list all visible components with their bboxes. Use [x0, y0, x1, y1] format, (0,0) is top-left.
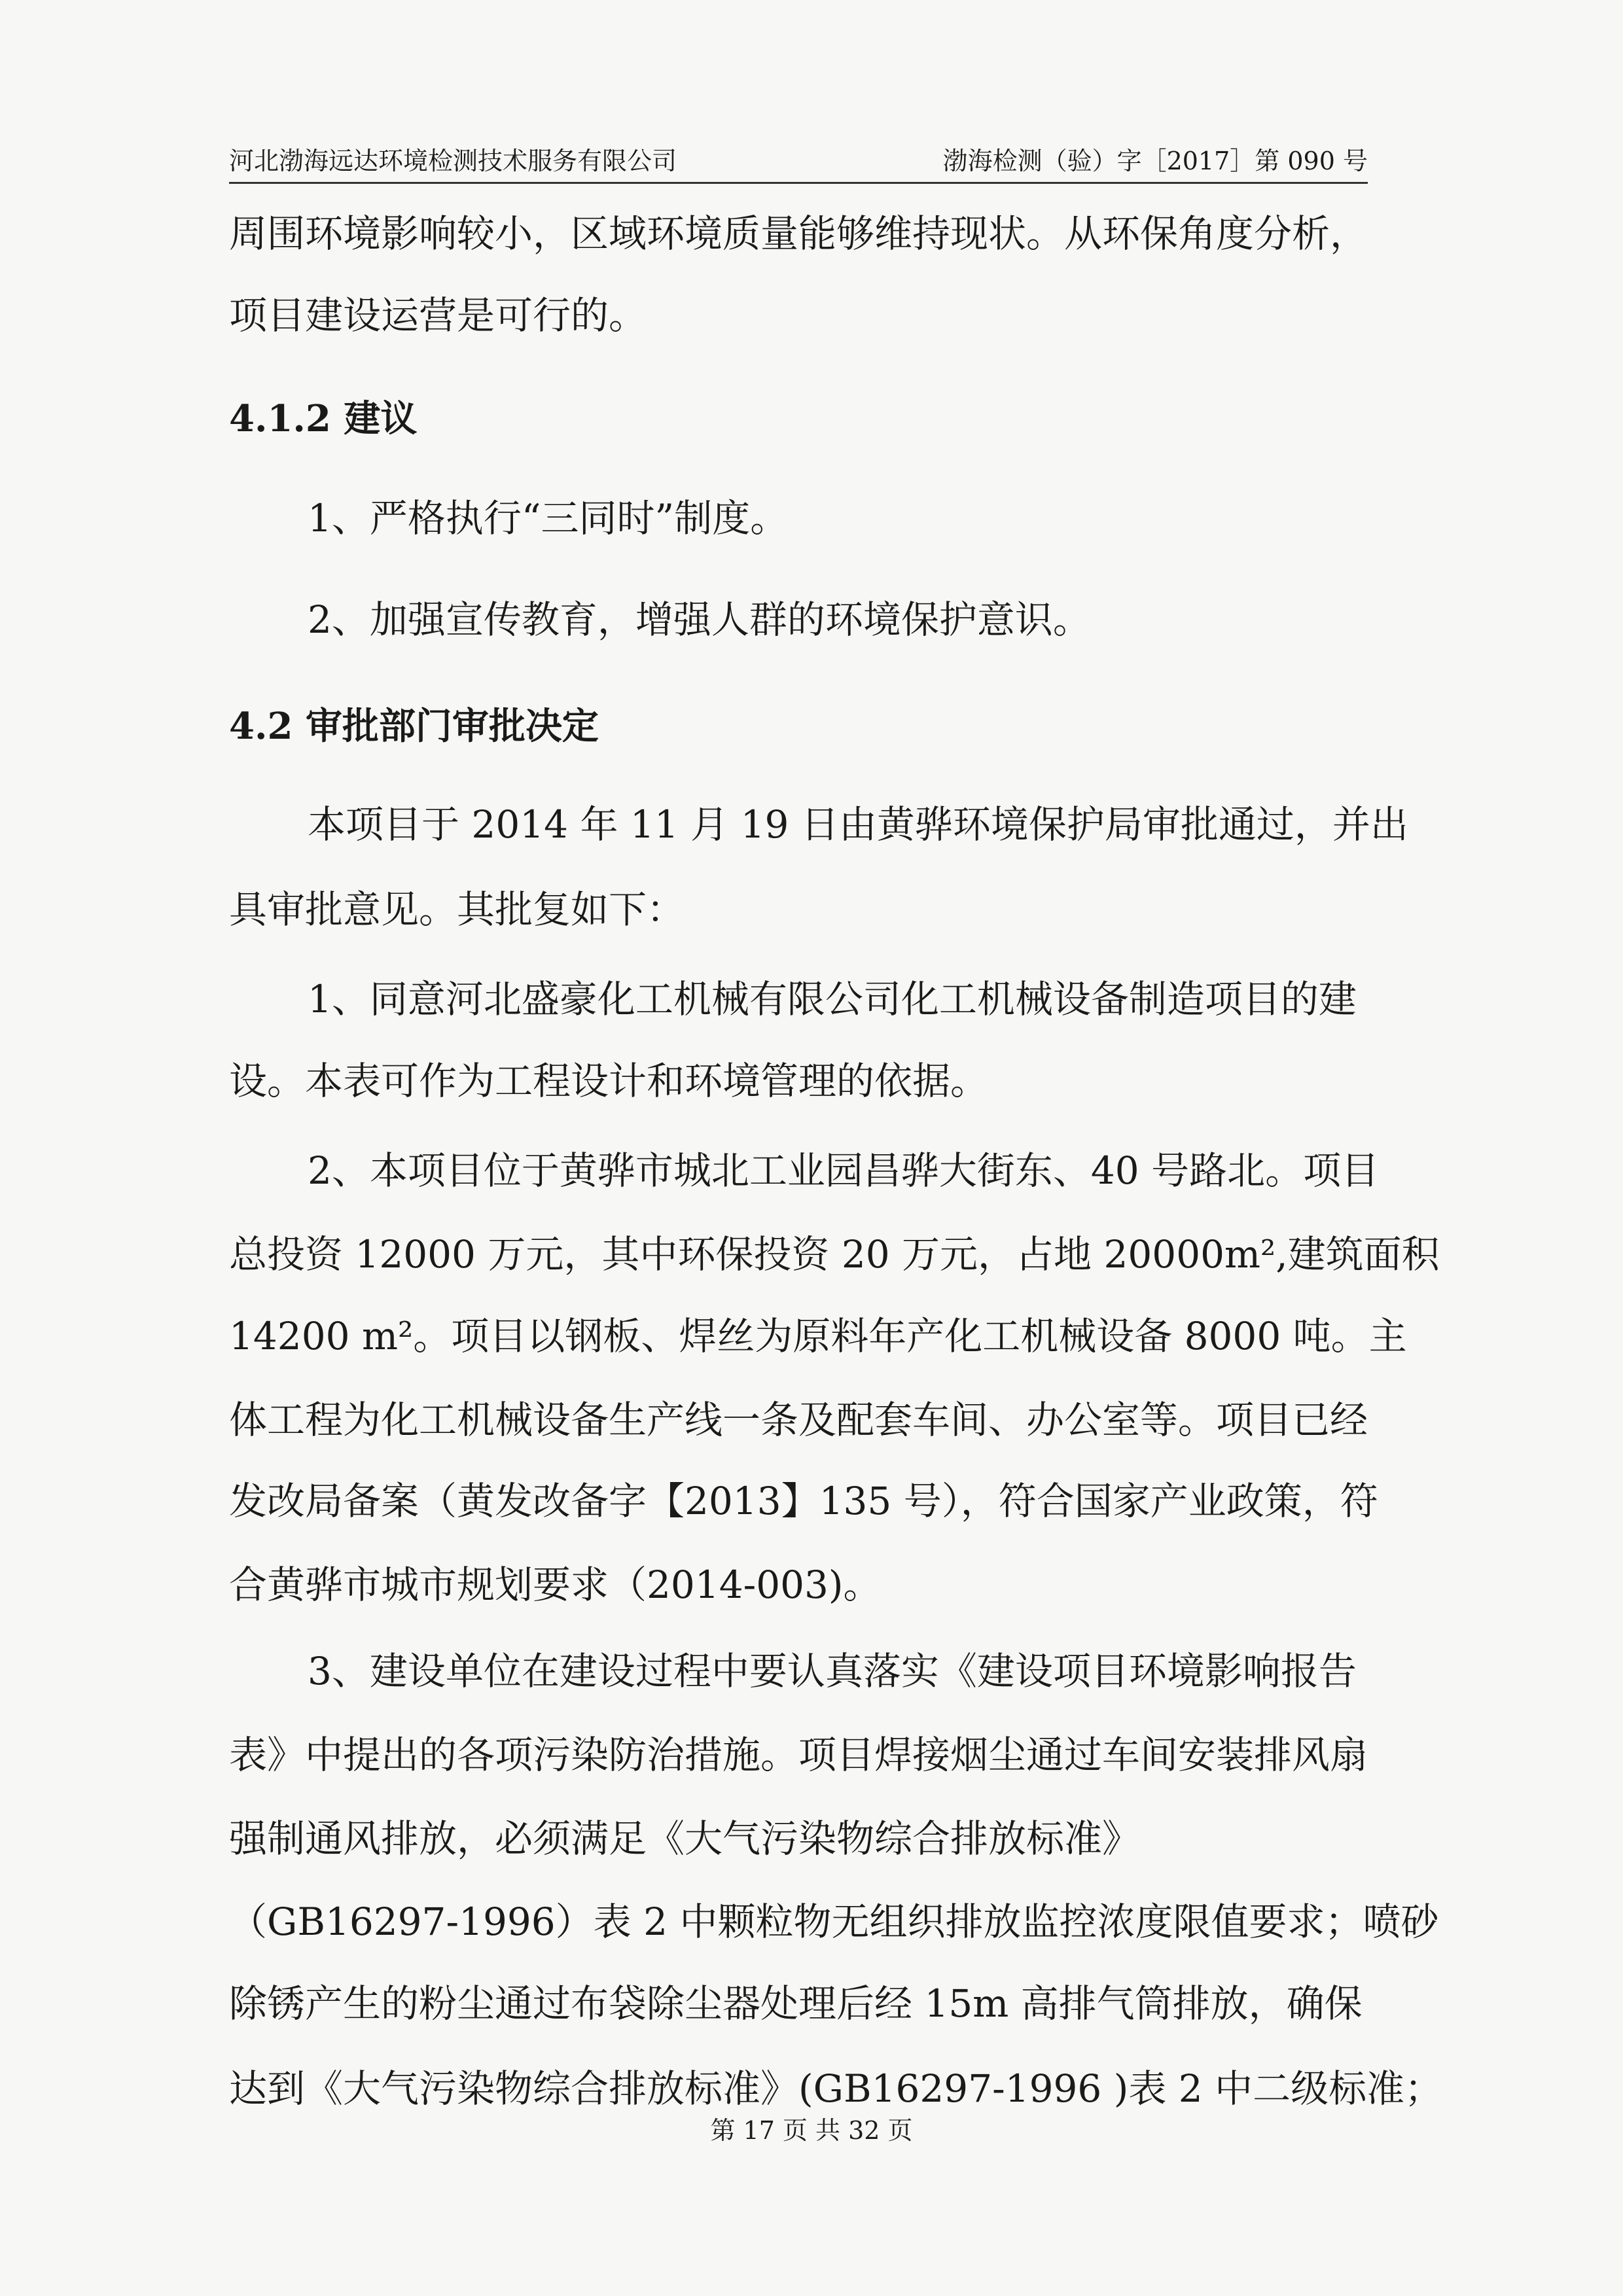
paragraph-line: （GB16297-1996）表 2 中颗粒物无组织排放监控浓度限值要求；喷砂 — [229, 1899, 1439, 1944]
section-heading-4-2: 4.2 审批部门审批决定 — [229, 705, 599, 748]
suggestion-1: 1、严格执行“三同时”制度。 — [308, 496, 789, 540]
header-company: 河北渤海远达环境检测技术服务有限公司 — [229, 147, 677, 175]
paragraph-line: 2、本项目位于黄骅市城北工业园昌骅大街东、40 号路北。项目 — [308, 1148, 1380, 1193]
paragraph-line: 达到《大气污染物综合排放标准》(GB16297-1996 )表 2 中二级标准； — [229, 2066, 1443, 2111]
page-header — [229, 143, 1368, 184]
paragraph-line: 强制通风排放，必须满足《大气污染物综合排放标准》 — [229, 1816, 1141, 1861]
suggestion-2: 2、加强宣传教育，增强人群的环境保护意识。 — [308, 597, 1091, 642]
paragraph-line: 设。本表可作为工程设计和环境管理的依据。 — [229, 1059, 989, 1103]
section-heading-4-1-2: 4.1.2 建议 — [229, 397, 418, 440]
paragraph-line: 除锈产生的粉尘通过布袋除尘器处理后经 15m 高排气筒排放，确保 — [229, 1981, 1363, 2026]
paragraph-line: 具审批意见。其批复如下： — [229, 887, 685, 932]
header-report-number: 渤海检测（验）字［2017］第 090 号 — [942, 147, 1368, 175]
body-line: 项目建设运营是可行的。 — [229, 293, 647, 338]
paragraph-line: 14200 m²。项目以钢板、焊丝为原料年产化工机械设备 8000 吨。主 — [229, 1314, 1407, 1358]
paragraph-line: 3、建设单位在建设过程中要认真落实《建设项目环境影响报告 — [308, 1649, 1357, 1693]
paragraph-line: 体工程为化工机械设备生产线一条及配套车间、办公室等。项目已经 — [229, 1398, 1368, 1442]
paragraph-line: 本项目于 2014 年 11 月 19 日由黄骅环境保护局审批通过，并出 — [308, 802, 1408, 847]
paragraph-line: 发改局备案（黄发改备字【2013】135 号），符合国家产业政策，符 — [229, 1479, 1378, 1523]
page-footer: 第 17 页 共 32 页 — [710, 2116, 913, 2145]
paragraph-line: 1、同意河北盛豪化工机械有限公司化工机械设备制造项目的建 — [308, 977, 1357, 1021]
paragraph-line: 总投资 12000 万元，其中环保投资 20 万元，占地 20000m²,建筑面积 — [229, 1232, 1440, 1277]
paragraph-line: 合黄骅市城市规划要求（2014-003)。 — [229, 1563, 882, 1607]
paragraph-line: 表》中提出的各项污染防治措施。项目焊接烟尘通过车间安装排风扇 — [229, 1733, 1368, 1777]
body-line: 周围环境影响较小，区域环境质量能够维持现状。从环保角度分析， — [229, 211, 1368, 256]
